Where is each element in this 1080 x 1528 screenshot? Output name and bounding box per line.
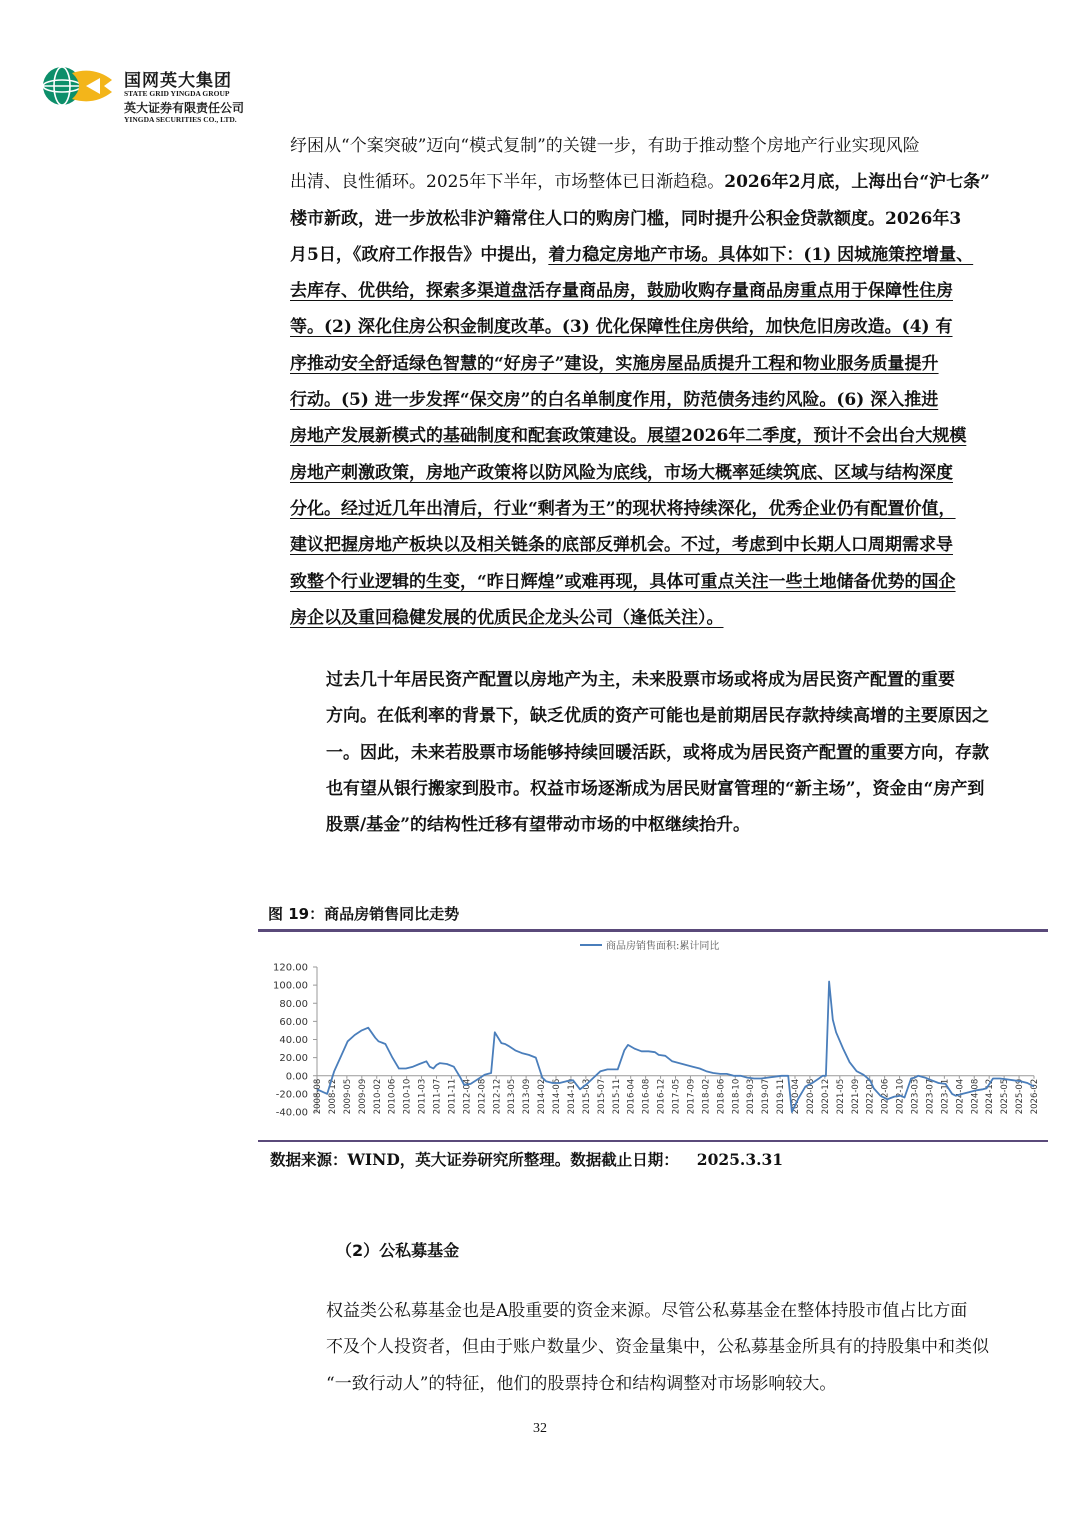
x-tick-label: 2019-11 (776, 1078, 787, 1115)
x-tick-label: 2014-02 (537, 1078, 548, 1115)
x-tick-label: 2020-08 (805, 1078, 816, 1115)
y-tick-label: 0.00 (285, 1071, 308, 1083)
x-tick-label: 2024-08 (970, 1078, 981, 1115)
x-tick-label: 2018-02 (701, 1078, 712, 1115)
text-line: 一。因此，未来若股票市场能够持续回暖活跃，或将成为居民资产配置的重要方向，存款 (326, 742, 989, 763)
x-tick-label: 2019-07 (761, 1078, 772, 1115)
x-tick-label: 2012-04 (462, 1078, 473, 1115)
x-tick-label: 2017-09 (686, 1078, 697, 1115)
text-line (290, 237, 1040, 273)
x-tick-label: 2024-12 (985, 1078, 996, 1115)
x-tick-label: 2014-06 (552, 1078, 562, 1115)
text-line: 等。(2) 深化住房公积金制度改革。(3) 优化保障性住房供给，加快危旧房改造。(4) 有 (290, 317, 953, 338)
text-line: 建议把握房地产板块以及相关链条的底部反弹机会。不过，考虑到中长期人口周期需求导 (290, 535, 953, 556)
x-tick-label: 2025-09 (1015, 1078, 1026, 1115)
y-tick-label: 20.00 (279, 1053, 308, 1065)
text-line: 分化。经过近几年出清后，行业“剩者为王”的现状将持续深化，优秀企业仍有配置价值， (290, 498, 956, 519)
text-line: 致整个行业逻辑的生变，“昨日辉煌”或难再现，具体可重点关注一些土地储备优势的国企 (290, 571, 956, 592)
text-line: 纾困从“个案突破”迈向“模式复制”的关键一步，有助于推动整个房地产行业实现风险 (290, 136, 920, 156)
company-en-name: YINGDA SECURITIES CO., LTD. (124, 115, 237, 124)
x-tick-label: 2009-09 (357, 1078, 368, 1115)
x-tick-label: 2018-06 (716, 1078, 727, 1115)
legend-label: 商品房销售面积:累计同比 (606, 941, 720, 952)
source-text: 数据来源：WIND，英大证券研究所整理。数据截止日期： (270, 1150, 679, 1169)
x-tick-label: 2015-07 (596, 1078, 607, 1115)
y-tick-label: 120.00 (273, 962, 308, 974)
text-line: 房地产发展新模式的基础制度和配套政策建设。展望2026年二季度，预计不会出台大规模 (290, 426, 967, 447)
x-tick-label: 2016-12 (656, 1078, 667, 1115)
text-line: 不及个人投资者，但由于账户数量少、资金量集中，公私募基金所具有的持股集中和类似 (326, 1337, 989, 1358)
x-tick-label: 2021-05 (835, 1078, 846, 1115)
x-tick-label: 2023-11 (940, 1078, 951, 1115)
x-tick-label: 2008-08 (313, 1078, 323, 1115)
underlined-span: 着力稳定房地产市场 (548, 244, 702, 265)
x-tick-label: 2023-07 (925, 1078, 936, 1115)
x-tick-label: 2022-02 (865, 1078, 876, 1115)
bold-span: 2026年2月底，上海出台“沪七条” (724, 172, 990, 193)
page-number: 32 (533, 1421, 547, 1436)
text-line: 行动。(5) 进一步发挥“保交房”的白名单制度作用，防范债务违约风险。(6) 深入推进 (290, 390, 939, 411)
x-tick-label: 2019-03 (746, 1078, 757, 1115)
y-tick-label: -40.00 (275, 1107, 308, 1119)
text-line: 房企以及重回稳健发展的优质民企龙头公司（逢低关注）。 (290, 607, 724, 628)
figure-top-rule (258, 929, 1048, 932)
text-line: 权益类公私募基金也是A股重要的资金来源。尽管公私募基金在整体持股市值占比方面 (326, 1301, 968, 1321)
text-line: 楼市新政，进一步放松非沪籍常住人口的购房门槛，同时提升公积金贷款额度。2026年3 (290, 208, 962, 229)
x-tick-label: 2011-07 (432, 1078, 443, 1115)
y-tick-label: -20.00 (275, 1089, 308, 1101)
x-tick-label: 2013-05 (507, 1078, 518, 1115)
x-tick-label: 2014-10 (566, 1078, 577, 1115)
x-tick-label: 2013-09 (522, 1078, 533, 1115)
paragraph-funds (290, 1293, 1040, 1402)
logo-en-name: STATE GRID YINGDA GROUP (124, 89, 230, 98)
x-tick-label: 2012-08 (477, 1078, 488, 1115)
y-tick-label: 80.00 (279, 998, 308, 1010)
x-axis (313, 1076, 1040, 1115)
x-tick-label: 2010-10 (402, 1078, 413, 1115)
figure-title: 图 19：商品房销售同比走势 (268, 905, 460, 923)
x-tick-label: 2016-04 (626, 1078, 637, 1115)
paragraph-allocation (290, 662, 1040, 843)
x-tick-label: 2011-11 (447, 1078, 458, 1115)
bold-span: 月5日，《政府工作报告》中提出， (290, 244, 549, 265)
y-tick-label: 100.00 (273, 980, 308, 992)
globe-logo-icon (42, 64, 122, 108)
y-axis (273, 963, 317, 1119)
x-tick-label: 2008-12 (327, 1078, 338, 1115)
x-tick-label: 2024-04 (955, 1078, 966, 1115)
x-tick-label: 2017-05 (671, 1078, 682, 1115)
text-line: “一致行动人”的特征，他们的股票持仓和结构调整对市场影响较大。 (326, 1373, 837, 1394)
y-tick-label: 40.00 (279, 1035, 308, 1046)
underlined-span: 。具体如下：(1) 因城施策控增量、 (701, 244, 974, 265)
text-line: 序推动安全舒适绿色智慧的“好房子”建设，实施房屋品质提升工程和物业服务质量提升 (290, 353, 939, 374)
text-line: 过去几十年居民资产配置以房地产为主，未来股票市场或将成为居民资产配置的重要 (326, 670, 955, 690)
x-tick-label: 2022-10 (895, 1078, 906, 1115)
text-line: 股票/基金”的结构性迁移有望带动市场的中枢继续抬升。 (326, 815, 750, 836)
text-line: 去库存、优供给，探索多渠道盘活存量商品房，鼓励收购存量商品房重点用于保障性住房 (290, 281, 953, 302)
text-line (290, 164, 1040, 200)
text-line: 也有望从银行搬家到股市。权益市场逐渐成为居民财富管理的“新主场”，资金由“房产到 (326, 778, 985, 799)
paragraph-policy (290, 128, 1040, 636)
x-tick-label: 2020-12 (820, 1078, 831, 1115)
x-tick-label: 2026-02 (1030, 1078, 1040, 1115)
x-tick-label: 2020-04 (791, 1078, 801, 1115)
figure-bottom-rule (258, 1140, 1048, 1142)
x-tick-label: 2011-03 (417, 1078, 428, 1115)
x-tick-label: 2015-03 (581, 1078, 592, 1115)
x-tick-label: 2023-03 (910, 1078, 921, 1115)
logo-cn-name: 国网英大集团 (124, 71, 232, 91)
x-tick-label: 2016-08 (641, 1078, 652, 1115)
company-cn-name: 英大证券有限责任公司 (124, 101, 245, 115)
x-tick-label: 2018-10 (731, 1078, 742, 1115)
x-tick-label: 2010-02 (372, 1078, 383, 1115)
x-tick-label: 2012-12 (492, 1078, 503, 1115)
figure-source (270, 1148, 783, 1170)
company-logo (42, 62, 292, 124)
source-date: 2025.3.31 (696, 1150, 784, 1169)
x-tick-label: 2022-06 (880, 1078, 891, 1115)
section-heading: （2）公私募基金 (336, 1241, 460, 1260)
text-span: 出清、良性循环。2025年下半年，市场整体已日渐趋稳。 (290, 172, 725, 193)
x-tick-label: 2021-09 (850, 1078, 861, 1115)
sales-yoy-line-chart (258, 933, 1048, 1138)
chart-legend (580, 939, 719, 952)
x-tick-label: 2010-06 (387, 1078, 398, 1115)
x-tick-label: 2025-05 (1000, 1078, 1011, 1115)
x-tick-label: 2009-05 (342, 1078, 353, 1115)
text-line: 方向。在低利率的背景下，缺乏优质的资产可能也是前期居民存款持续高增的主要原因之 (326, 706, 989, 727)
y-tick-label: 60.00 (279, 1016, 308, 1028)
x-tick-label: 2015-11 (611, 1078, 622, 1115)
text-line: 房地产刺激政策，房地产政策将以防风险为底线，市场大概率延续筑底、区域与结构深度 (290, 462, 953, 483)
